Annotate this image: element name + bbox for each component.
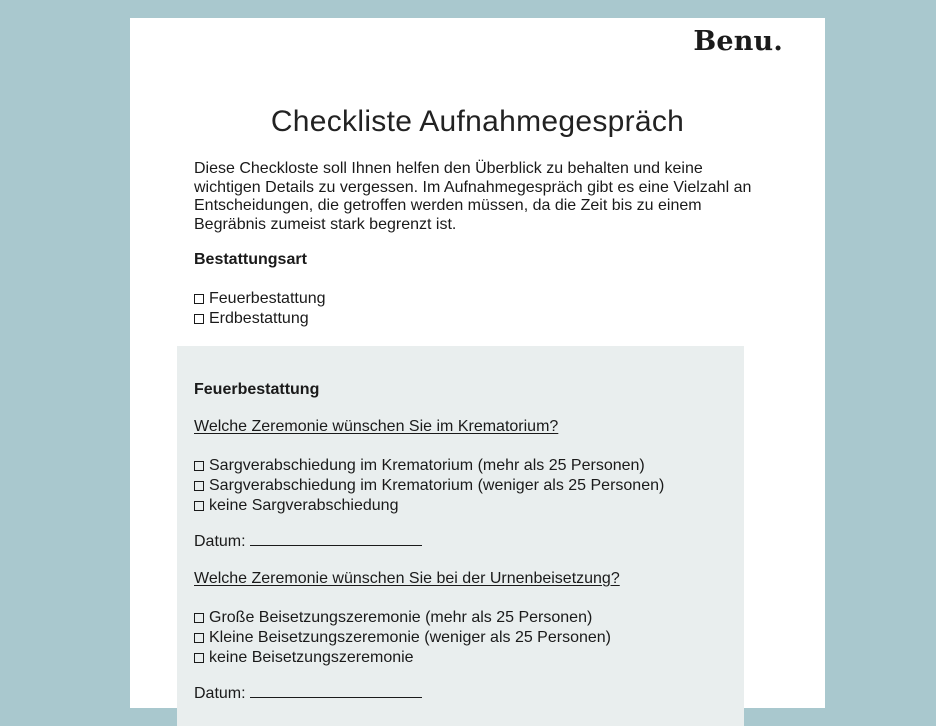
date-field-urnenbeisetzung[interactable] [194, 685, 422, 703]
date-blank-line[interactable] [250, 685, 422, 698]
date-field-krematorium[interactable] [194, 533, 422, 551]
checkbox-label: Sargverabschiedung im Krematorium (weniger als 25 Personen) [209, 477, 665, 494]
date-label: Datum: [194, 685, 246, 702]
checkbox-option-sarg-weniger[interactable] [194, 476, 664, 496]
checkbox-icon[interactable] [194, 653, 204, 663]
question-urnenbeisetzung: Welche Zeremonie wünschen Sie bei der Urnenbeisetzung? [194, 570, 620, 587]
checkbox-label: Sargverabschiedung im Krematorium (mehr als 25 Personen) [209, 457, 645, 474]
section-heading-bestattungsart: Bestattungsart [194, 251, 307, 268]
checkbox-icon[interactable] [194, 461, 204, 471]
checkbox-option-gross[interactable] [194, 608, 592, 628]
brand-logo: Benu. [693, 26, 783, 57]
checkbox-label: keine Sargverabschiedung [209, 497, 399, 514]
checkbox-icon[interactable] [194, 613, 204, 623]
checkbox-label: Große Beisetzungszeremonie (mehr als 25 Personen) [209, 609, 593, 626]
checkbox-option-sarg-mehr[interactable] [194, 456, 645, 476]
checkbox-option-klein[interactable] [194, 628, 611, 648]
checkbox-option-keine-sarg[interactable] [194, 496, 398, 516]
checkbox-label: Erdbestattung [209, 310, 309, 327]
checkbox-option-erdbestattung[interactable] [194, 309, 309, 329]
question-krematorium: Welche Zeremonie wünschen Sie im Krematorium? [194, 418, 559, 435]
date-label: Datum: [194, 533, 246, 550]
checkbox-option-feuerbestattung[interactable] [194, 289, 326, 309]
section-heading-feuerbestattung: Feuerbestattung [194, 381, 320, 398]
checkbox-icon[interactable] [194, 633, 204, 643]
date-blank-line[interactable] [250, 533, 422, 546]
checkbox-option-keine-beisetzung[interactable] [194, 648, 414, 668]
document-page [130, 18, 825, 708]
feuerbestattung-panel [177, 346, 744, 726]
page-title: Checkliste Aufnahmegespräch [270, 105, 685, 138]
checkbox-icon[interactable] [194, 501, 204, 511]
checkbox-label: keine Beisetzungszeremonie [209, 649, 414, 666]
checkbox-icon[interactable] [194, 294, 204, 304]
checkbox-icon[interactable] [194, 481, 204, 491]
intro-paragraph: Diese Checkloste soll Ihnen helfen den Überblick zu behalten und keine wichtigen Details zu vergessen. Im Aufnahmegespräch gibt es eine Vielzahl an Entscheidungen, die getroffen werden müssen, da die Zeit bis zu einem Begräbnis zumeist stark begrenzt ist. [194, 160, 752, 233]
checkbox-label: Kleine Beisetzungszeremonie (weniger als 25 Personen) [209, 629, 611, 646]
checkbox-icon[interactable] [194, 314, 204, 324]
checkbox-label: Feuerbestattung [209, 290, 326, 307]
